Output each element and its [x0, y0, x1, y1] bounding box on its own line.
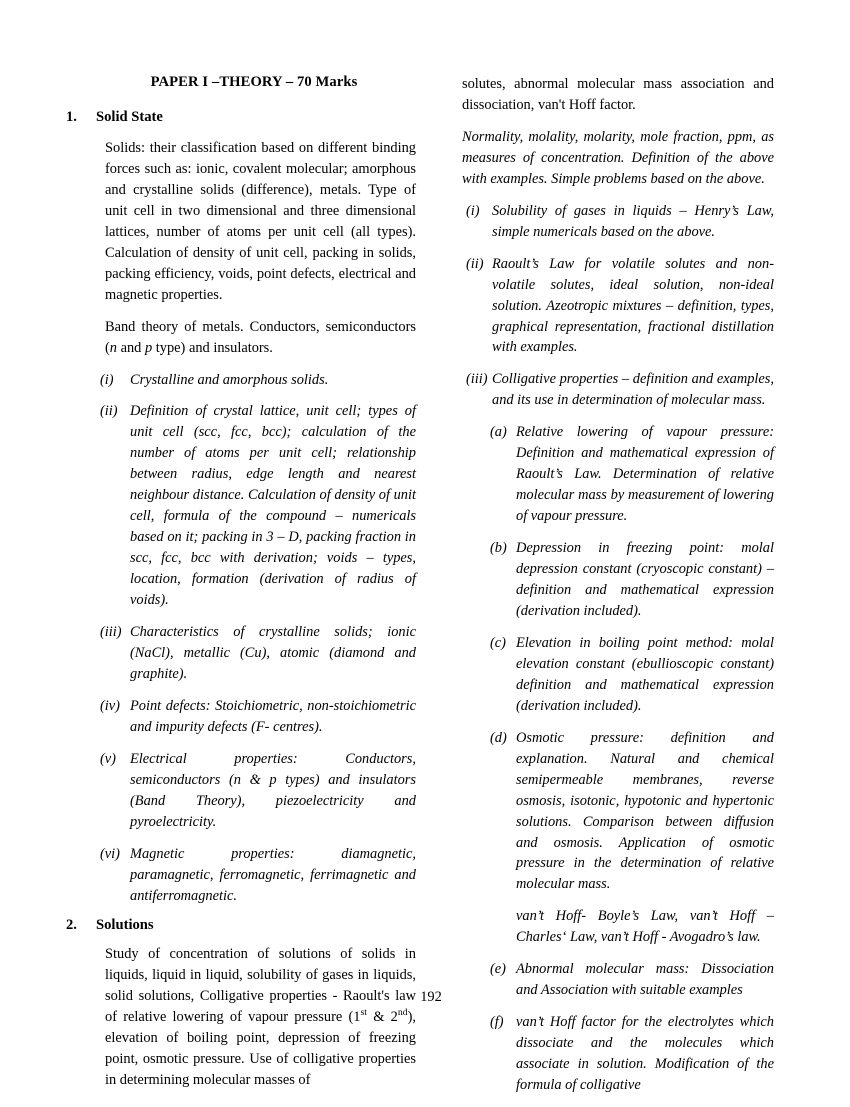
band-theory-text-1: Band theory of metals. Conductors, semiconductors (	[105, 318, 416, 356]
section-heading-solid-state	[66, 109, 416, 126]
list-item	[66, 401, 416, 611]
list-item-text: Colligative properties – definition and examples, and its use in determination of molecular mass.	[492, 371, 774, 409]
band-theory-n-symbol: n	[109, 339, 117, 356]
sub-list-item-text: Osmotic pressure: definition and explanation. Natural and chemical semipermeable membranes, reverse osmosis, isotonic, hypotonic and hypertonic solutions. Comparison between diffusion and osmosis. Application of osmotic pressure in the determination of relative molecular mass.	[516, 729, 774, 893]
sub-list-item	[462, 538, 774, 622]
list-item-marker: (i)	[466, 202, 480, 219]
sub-list-item-text: Abnormal molecular mass: Dissociation and Association with suitable examples	[516, 961, 774, 999]
list-item-text: Crystalline and amorphous solids.	[130, 371, 329, 388]
section-title: Solid State	[96, 109, 163, 125]
sub-list-item	[462, 422, 774, 527]
concentration-measures-paragraph: Normality, molality, molarity, mole fraction, ppm, as measures of concentration. Definition of the above with examples. Simple problems based on the above.	[462, 128, 774, 187]
list-item-text: Solubility of gases in liquids – Henry’s Law, simple numericals based on the above.	[492, 202, 774, 240]
sub-list-item	[462, 633, 774, 717]
band-theory-text-2: and	[117, 339, 145, 356]
list-item	[462, 254, 774, 359]
sub-list-item-text: Elevation in boiling point method: molal elevation constant (ebullioscopic constant) definition and mathematical expression (derivation included).	[516, 634, 774, 714]
vant-hoff-laws-note: van’t Hoff- Boyle’s Law, van’t Hoff – Charles‘ Law, van’t Hoff - Avogadro’s law.	[516, 908, 774, 946]
section-number: 2.	[66, 917, 77, 934]
list-item	[66, 844, 416, 907]
list-item	[66, 749, 416, 833]
solutions-text-2: & 2	[367, 1009, 398, 1026]
right-column	[462, 74, 774, 1107]
sub-list-item	[462, 1012, 774, 1096]
sub-list-item-marker: (d)	[490, 729, 507, 746]
solutions-continuation-paragraph: solutes, abnormal molecular mass association and dissociation, van't Hoff factor.	[462, 76, 774, 113]
list-item	[66, 622, 416, 685]
list-item-text: Definition of crystal lattice, unit cell; types of unit cell (scc, fcc, bcc); calculation of the number of atoms per unit cell; relationship between radius, edge length and nearest neighbour distance. Calculation of density of unit cell, formula of the compound – numericals based on it; packing in 3 – D, packing fraction in scc, fcc, bcc with derivation; voids – types, location, formation (derivation of radius of voids).	[130, 403, 416, 609]
band-theory-paragraph	[66, 317, 416, 359]
superscript-st: st	[360, 1007, 367, 1019]
superscript-nd: nd	[397, 1007, 408, 1019]
solutions-intro-paragraph	[66, 944, 416, 1091]
list-item-marker: (i)	[100, 371, 114, 388]
list-item-marker: (ii)	[100, 403, 118, 420]
sub-list-item-marker: (c)	[490, 634, 506, 651]
sub-list-item-marker: (e)	[490, 961, 506, 978]
solutions-text-1: Study of concentration of solutions of solids in liquids, liquid in liquid, solubility of gases in liquids, solid solutions, Colligative properties - Raoult's law of relative lowering of vapour pressure (1	[105, 946, 416, 1026]
list-item	[462, 369, 774, 411]
list-item-marker: (v)	[100, 750, 116, 767]
section-title: Solutions	[96, 917, 154, 934]
list-item	[66, 696, 416, 738]
list-item-text: Point defects: Stoichiometric, non-stoichiometric and impurity defects (F- centres).	[130, 697, 416, 735]
solutions-text-3: ), elevation of boiling point, depression of freezing point, osmotic pressure. Use of colligative properties in determining molecular masses of	[105, 1009, 416, 1089]
list-item-text: Characteristics of crystalline solids; ionic (NaCl), metallic (Cu), atomic (diamond and graphite).	[130, 624, 416, 682]
list-item-marker: (ii)	[466, 255, 484, 272]
list-item-text: Electrical properties: Conductors, semiconductors (n & p types) and insulators (Band Theory), piezoelectricity and pyroelectricity.	[130, 750, 416, 830]
band-theory-text-3: type) and insulators.	[152, 339, 273, 356]
list-item-marker: (iii)	[466, 371, 488, 388]
band-theory-p-symbol: p	[144, 339, 153, 356]
sub-list-item-marker: (b)	[490, 540, 507, 557]
sub-list-item-text: Depression in freezing point: molal depression constant (cryoscopic constant) – definition and mathematical expression (derivation included).	[516, 540, 774, 619]
sub-list-item-marker: (f)	[490, 1014, 504, 1031]
solid-state-intro-paragraph: Solids: their classification based on different binding forces such as: ionic, covalent molecular; amorphous and crystalline solids (difference), metals. Type of unit cell in two dimensional and three dimensional lattices, number of atoms per unit cell (all types). Calculation of density of unit cell, packing in solids, packing efficiency, voids, point defects, electrical and magnetic properties.	[105, 140, 416, 303]
sub-list-item-text: Relative lowering of vapour pressure: Definition and mathematical expression of Raoult’s Law. Determination of relative molecular mass by measurement of lowering of vapour pressure.	[516, 424, 774, 525]
list-item	[462, 201, 774, 243]
sub-list-item	[462, 728, 774, 896]
list-item-text: Magnetic properties: diamagnetic, paramagnetic, ferromagnetic, ferrimagnetic and antiferromagnetic.	[130, 845, 416, 904]
list-item-text: Raoult’s Law for volatile solutes and non-volatile solutes, ideal solution, non-ideal solution. Azeotropic mixtures – definition, types, graphical representation, fractional distillation with examples.	[492, 255, 774, 356]
list-item	[66, 370, 416, 391]
sub-list-item-text: van’t Hoff factor for the electrolytes which dissociate and the molecules which associate in solution. Modification of the formula of colligative	[516, 1014, 774, 1094]
left-column	[66, 74, 416, 1102]
list-item-marker: (vi)	[100, 845, 120, 862]
section-heading-solutions	[66, 917, 416, 934]
section-number: 1.	[66, 109, 77, 125]
page-number: 192	[420, 989, 442, 1005]
sub-list-item-marker: (a)	[490, 424, 507, 441]
list-item-marker: (iii)	[100, 624, 122, 641]
list-item-marker: (iv)	[100, 697, 120, 714]
page-title: PAPER I –THEORY – 70 Marks	[150, 74, 358, 90]
